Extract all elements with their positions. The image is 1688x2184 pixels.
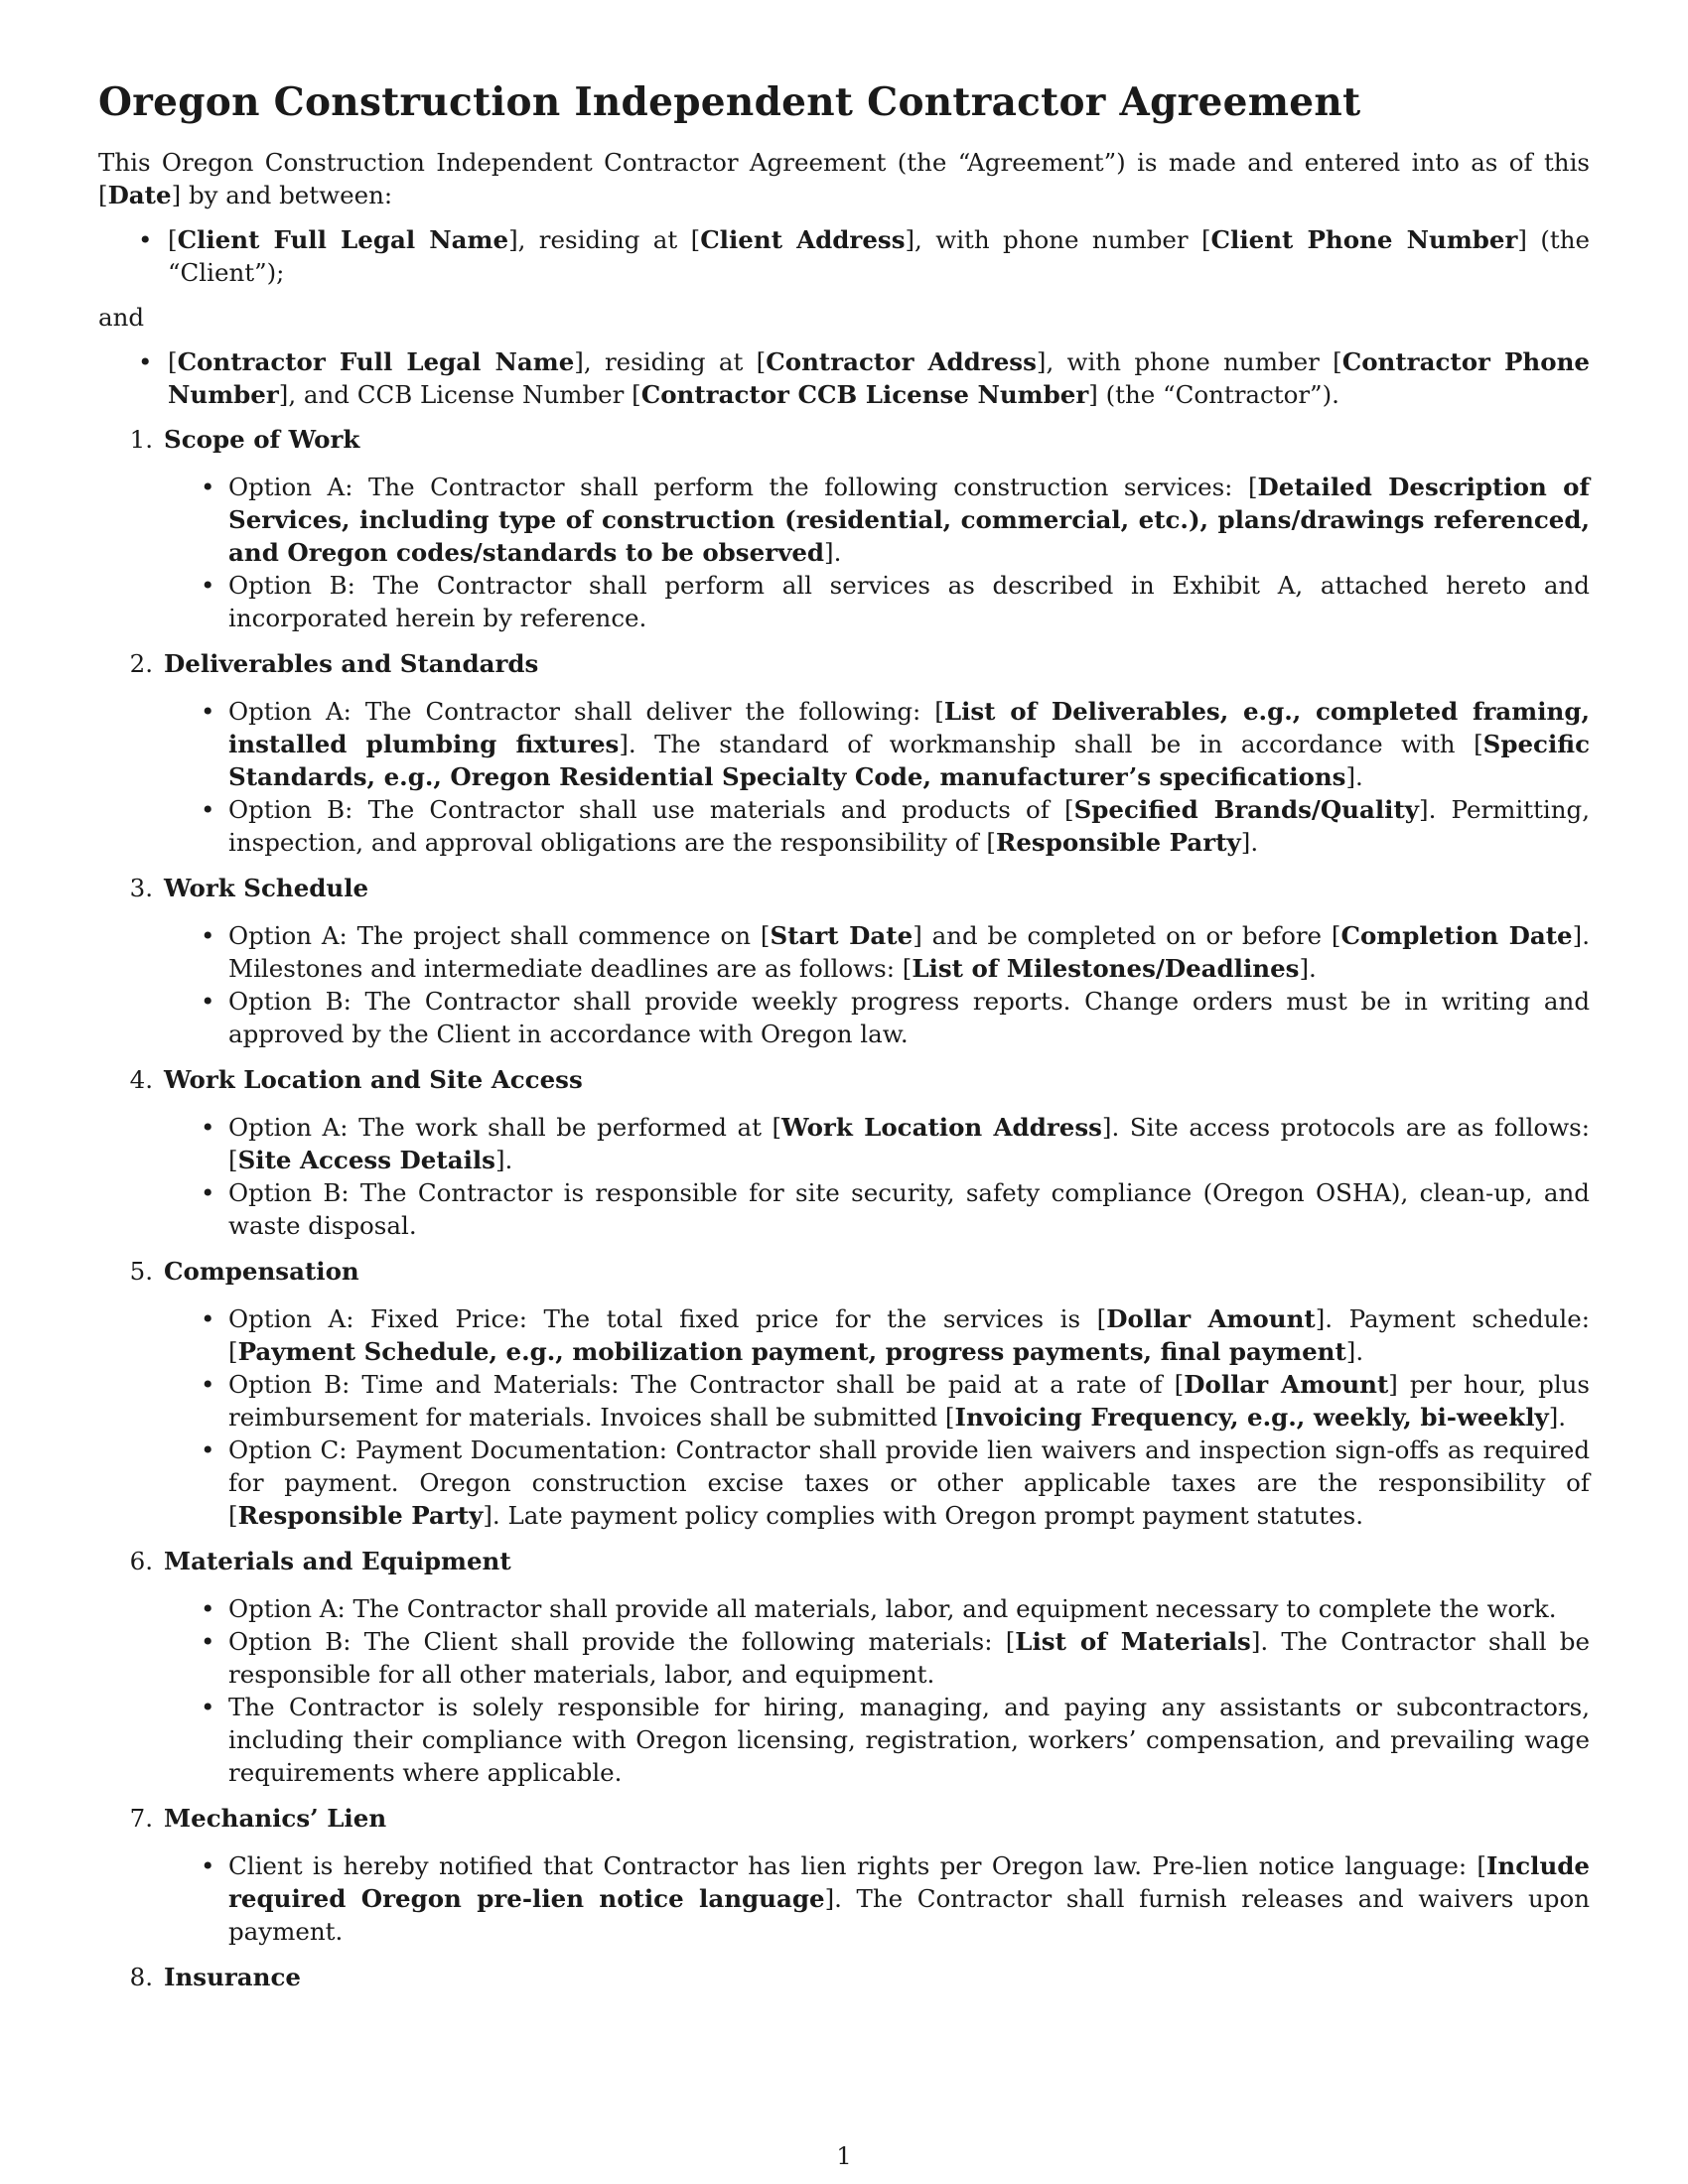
option-item xyxy=(98,1302,1590,1368)
sections-list xyxy=(98,423,1590,1993)
placeholder-field: List of Materials xyxy=(1015,1627,1251,1656)
party-text: ], with phone number [ xyxy=(905,225,1211,254)
option-text: Option B: The Contractor is responsible for site security, safety compliance (Oregon OSHA), clean-up, and waste disposal. xyxy=(228,1178,1590,1240)
section-options xyxy=(98,1302,1590,1532)
section-options xyxy=(98,1111,1590,1242)
contractor-phone-placeholder: Contractor Phone Number xyxy=(168,347,1590,409)
section-number: 1. xyxy=(129,425,153,454)
option-text: ]. xyxy=(1240,828,1259,857)
option-item xyxy=(98,985,1590,1050)
option-text: The Contractor is solely responsible for hiring, managing, and paying any assistants or subcontractors, including their compliance with Oregon licensing, registration, workers’ compensation, and prevailing wage requirements where applicable. xyxy=(228,1693,1590,1787)
option-item xyxy=(98,1176,1590,1242)
option-text: ]. xyxy=(1548,1403,1567,1432)
section-1 xyxy=(98,423,1590,634)
option-text: Option B: The Contractor shall use materials and products of [ xyxy=(228,795,1074,824)
client-address-placeholder: Client Address xyxy=(700,225,906,254)
option-text: Option A: The work shall be performed at [ xyxy=(228,1113,782,1142)
intro-text: ] by and between: xyxy=(171,181,393,209)
option-item xyxy=(98,1625,1590,1691)
option-item xyxy=(98,1691,1590,1789)
placeholder-field: Dollar Amount xyxy=(1184,1370,1389,1399)
placeholder-field: Site Access Details xyxy=(237,1146,495,1174)
section-number: 7. xyxy=(129,1804,153,1833)
section-heading xyxy=(98,647,1590,680)
placeholder-field: Specific Standards, e.g., Oregon Residential Specialty Code, manufacturer’s specifications xyxy=(228,730,1591,791)
placeholder-field: Completion Date xyxy=(1340,921,1573,950)
option-text: ] and be completed on or before [ xyxy=(913,921,1341,950)
section-options xyxy=(98,471,1590,634)
section-heading xyxy=(98,1802,1590,1835)
document-title: Oregon Construction Independent Contractor Agreement xyxy=(98,79,1361,125)
option-item xyxy=(98,569,1590,634)
placeholder-field: Responsible Party xyxy=(237,1501,484,1530)
section-options xyxy=(98,1849,1590,1948)
section-3 xyxy=(98,872,1590,1050)
option-text: Option A: The Contractor shall provide all materials, labor, and equipment necessary to complete the work. xyxy=(228,1594,1557,1623)
section-title: Materials and Equipment xyxy=(164,1547,511,1575)
party-text: ] (the “Client”); xyxy=(168,225,1590,287)
contractor-ccb-placeholder: Contractor CCB License Number xyxy=(640,380,1089,409)
section-8 xyxy=(98,1961,1590,1993)
section-heading xyxy=(98,423,1590,456)
option-text: ]. The Contractor shall furnish releases and waivers upon payment. xyxy=(228,1884,1590,1946)
placeholder-field: List of Milestones/Deadlines xyxy=(912,954,1300,983)
option-text: ]. xyxy=(1299,954,1317,983)
option-text: Option A: Fixed Price: The total fixed price for the services is [ xyxy=(228,1304,1107,1333)
placeholder-field: Invoicing Frequency, e.g., weekly, bi-weekly xyxy=(954,1403,1549,1432)
placeholder-field: Work Location Address xyxy=(781,1113,1102,1142)
option-text: Option A: The project shall commence on [ xyxy=(228,921,771,950)
option-text: ]. Late payment policy complies with Oregon prompt payment statutes. xyxy=(483,1501,1363,1530)
date-placeholder: Date xyxy=(107,181,172,209)
option-text: ]. xyxy=(824,538,842,567)
page-number: 1 xyxy=(836,2142,852,2170)
intro-text: This Oregon Construction Independent Contractor Agreement (the “Agreement”) is made and entered into as of this [ xyxy=(98,148,1590,209)
document-page xyxy=(98,77,1590,2006)
option-text: Client is hereby notified that Contractor has lien rights per Oregon law. Pre-lien notice language: [ xyxy=(228,1851,1486,1880)
option-text: Option C: Payment Documentation: Contractor shall provide lien waivers and inspection sign-offs as required for payment. Oregon construction excise taxes or other applicable taxes are the responsibility of [ xyxy=(228,1435,1590,1530)
placeholder-field: Payment Schedule, e.g., mobilization payment, progress payments, final payment xyxy=(237,1337,1346,1366)
section-4 xyxy=(98,1063,1590,1242)
option-text: ]. Milestones and intermediate deadlines are as follows: [ xyxy=(228,921,1590,983)
section-title: Work Location and Site Access xyxy=(164,1065,583,1094)
option-text: ] per hour, plus reimbursement for materials. Invoices shall be submitted [ xyxy=(228,1370,1591,1432)
section-6 xyxy=(98,1545,1590,1789)
section-title: Compensation xyxy=(164,1257,359,1286)
contractor-party-item xyxy=(98,345,1590,411)
option-text: ]. xyxy=(1345,1337,1364,1366)
option-text: Option B: The Contractor shall perform all services as described in Exhibit A, attached hereto and incorporated herein by reference. xyxy=(228,571,1590,632)
intro-paragraph xyxy=(98,146,1590,211)
client-party-list xyxy=(98,223,1590,289)
option-text: ]. Site access protocols are as follows: [ xyxy=(228,1113,1590,1174)
section-2 xyxy=(98,647,1590,859)
option-item xyxy=(98,793,1590,859)
section-5 xyxy=(98,1255,1590,1532)
section-number: 6. xyxy=(129,1547,153,1575)
contractor-name-placeholder: Contractor Full Legal Name xyxy=(177,347,575,376)
section-title: Scope of Work xyxy=(164,425,360,454)
option-item xyxy=(98,1368,1590,1433)
section-7 xyxy=(98,1802,1590,1948)
option-text: Option A: The Contractor shall deliver the following: [ xyxy=(228,697,944,726)
option-item xyxy=(98,919,1590,985)
option-text: ]. xyxy=(1345,762,1363,791)
section-heading xyxy=(98,1063,1590,1096)
placeholder-field: Responsible Party xyxy=(995,828,1241,857)
party-text: ], and CCB License Number [ xyxy=(278,380,641,409)
placeholder-field: List of Deliverables, e.g., completed framing, installed plumbing fixtures xyxy=(228,697,1590,758)
client-name-placeholder: Client Full Legal Name xyxy=(177,225,509,254)
party-text: ], with phone number [ xyxy=(1036,347,1342,376)
section-heading xyxy=(98,1255,1590,1288)
section-heading xyxy=(98,872,1590,904)
option-item xyxy=(98,1111,1590,1176)
placeholder-field: Start Date xyxy=(770,921,914,950)
section-heading xyxy=(98,1961,1590,1993)
section-number: 5. xyxy=(129,1257,153,1286)
contractor-address-placeholder: Contractor Address xyxy=(766,347,1037,376)
option-text: Option B: The Contractor shall provide weekly progress reports. Change orders must be in writing and approved by the Client in accordance with Oregon law. xyxy=(228,987,1590,1048)
client-party-item xyxy=(98,223,1590,289)
party-text: [ xyxy=(168,347,178,376)
placeholder-field: Include required Oregon pre-lien notice language xyxy=(228,1851,1590,1913)
and-text: and xyxy=(98,303,145,332)
option-text: ]. The standard of workmanship shall be in accordance with [ xyxy=(619,730,1483,758)
section-number: 4. xyxy=(129,1065,153,1094)
section-number: 8. xyxy=(129,1963,153,1991)
section-title: Work Schedule xyxy=(164,874,369,902)
option-item xyxy=(98,1849,1590,1948)
section-heading xyxy=(98,1545,1590,1577)
option-text: Option B: Time and Materials: The Contractor shall be paid at a rate of [ xyxy=(228,1370,1185,1399)
placeholder-field: Specified Brands/Quality xyxy=(1073,795,1420,824)
section-number: 3. xyxy=(129,874,153,902)
option-text: ]. Permitting, inspection, and approval obligations are the responsibility of [ xyxy=(228,795,1590,857)
option-item xyxy=(98,471,1590,569)
contractor-party-list xyxy=(98,345,1590,411)
option-text: Option A: The Contractor shall perform the following construction services: [ xyxy=(228,473,1258,501)
section-title: Deliverables and Standards xyxy=(164,649,539,678)
party-text: ], residing at [ xyxy=(508,225,701,254)
party-text: [ xyxy=(168,225,178,254)
option-item xyxy=(98,1433,1590,1532)
party-text: ] (the “Contractor”). xyxy=(1088,380,1339,409)
option-text: ]. Payment schedule: [ xyxy=(228,1304,1591,1366)
option-text: Option B: The Client shall provide the following materials: [ xyxy=(228,1627,1016,1656)
section-options xyxy=(98,695,1590,859)
party-text: ], residing at [ xyxy=(574,347,767,376)
option-text: ]. The Contractor shall be responsible for all other materials, labor, and equipment. xyxy=(228,1627,1590,1689)
option-item xyxy=(98,1592,1590,1625)
client-phone-placeholder: Client Phone Number xyxy=(1210,225,1518,254)
section-number: 2. xyxy=(129,649,153,678)
option-text: ]. xyxy=(494,1146,513,1174)
section-options xyxy=(98,1592,1590,1789)
section-title: Mechanics’ Lien xyxy=(164,1804,387,1833)
section-options xyxy=(98,919,1590,1050)
option-item xyxy=(98,695,1590,793)
placeholder-field: Dollar Amount xyxy=(1106,1304,1316,1333)
section-title: Insurance xyxy=(164,1963,301,1991)
placeholder-field: Detailed Description of Services, including type of construction (residential, commercial, etc.), plans/drawings referenced, and Oregon codes/standards to be observed xyxy=(228,473,1590,567)
